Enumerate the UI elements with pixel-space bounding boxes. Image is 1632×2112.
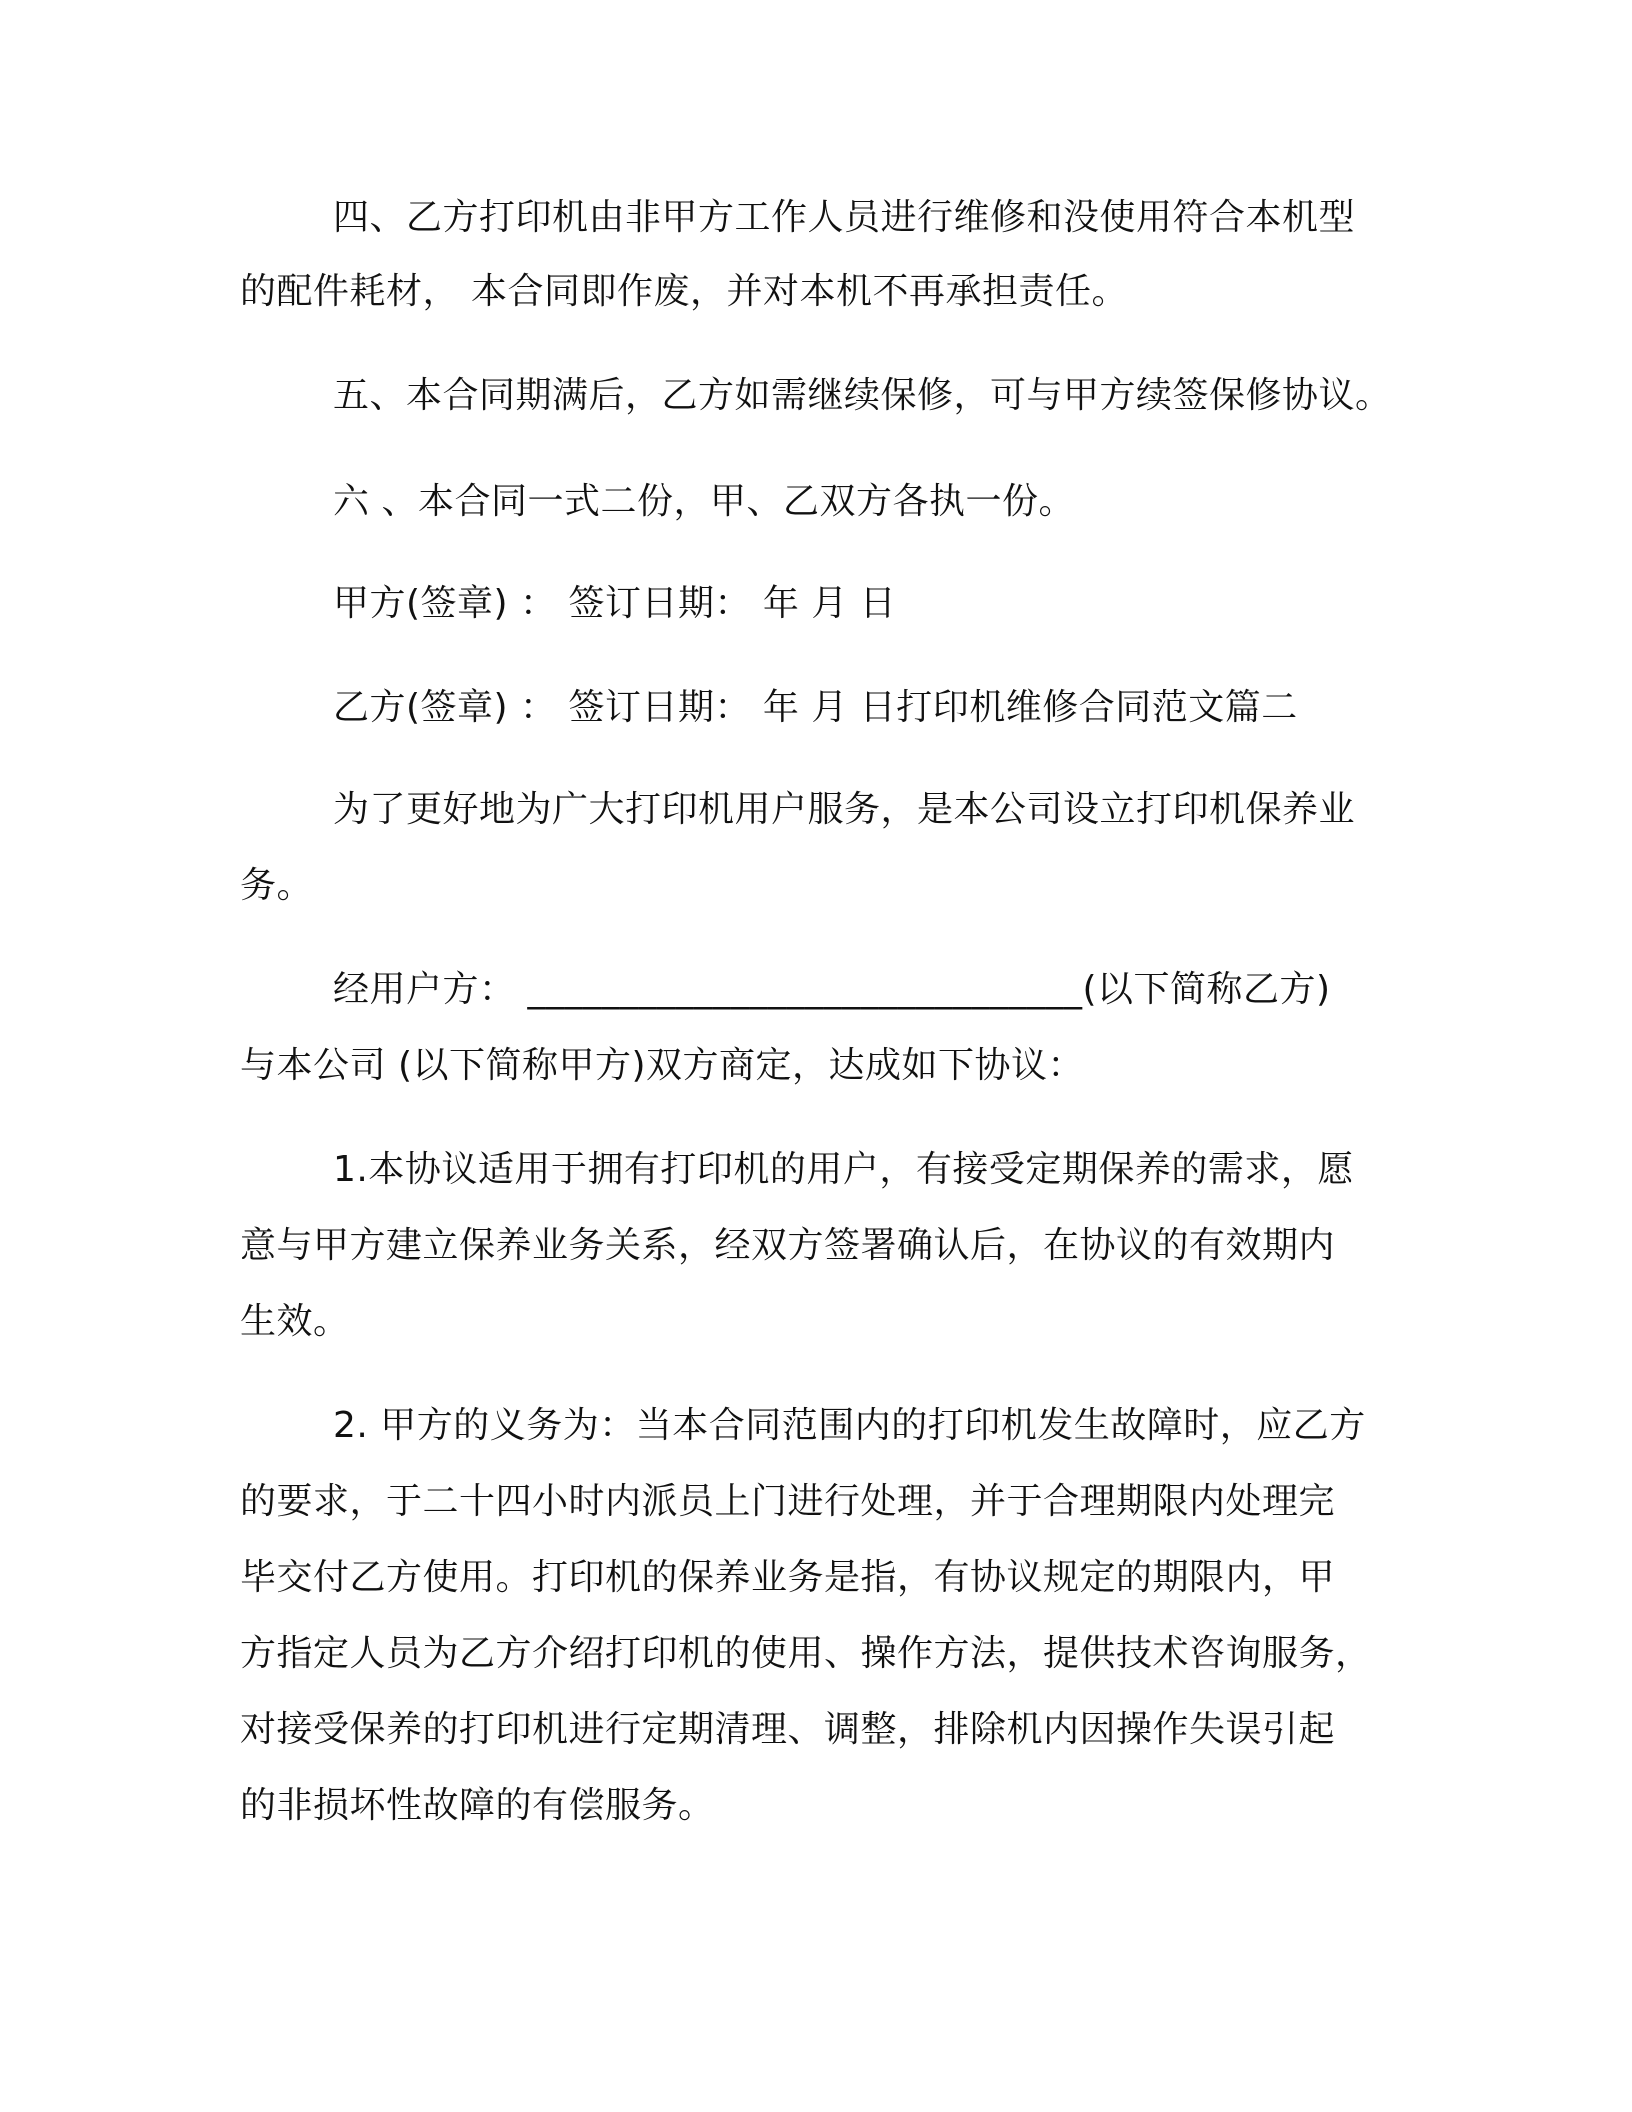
item-1-line-1: 1.本协议适用于拥有打印机的用户，有接受定期保养的需求，愿 (333, 1149, 1354, 1190)
signature-party-b: 乙方(签章) ： 签订日期： 年 月 日打印机维修合同范文篇二 (333, 687, 1298, 728)
clause-5: 五、本合同期满后，乙方如需继续保修，可与甲方续签保修协议。 (333, 375, 1392, 416)
clause-4-line-2: 的配件耗材， 本合同即作废，并对本机不再承担责任。 (240, 271, 1128, 312)
parties-line-1: 经用户方： ______________________________(以下简称乙方) (333, 969, 1331, 1010)
clause-6: 六 、本合同一式二份，甲、乙双方各执一份。 (333, 481, 1075, 522)
item-2-line-4: 方指定人员为乙方介绍打印机的使用、操作方法，提供技术咨询服务， (240, 1633, 1372, 1674)
intro-line-2: 务。 (240, 865, 314, 906)
item-2-line-3: 毕交付乙方使用。打印机的保养业务是指，有协议规定的期限内，甲 (240, 1557, 1336, 1598)
clause-4-line-1: 四、乙方打印机由非甲方工作人员进行维修和没使用符合本机型 (333, 197, 1356, 238)
item-1-line-3: 生效。 (240, 1301, 350, 1342)
item-1-line-2: 意与甲方建立保养业务关系，经双方签署确认后，在协议的有效期内 (240, 1225, 1336, 1266)
intro-line-1: 为了更好地为广大打印机用户服务，是本公司设立打印机保养业 (333, 789, 1356, 830)
signature-party-a: 甲方(签章) ： 签订日期： 年 月 日 (333, 583, 897, 624)
item-2-line-1: 2. 甲方的义务为：当本合同范围内的打印机发生故障时，应乙方 (333, 1405, 1366, 1446)
parties-line-2: 与本公司 (以下简称甲方)双方商定，达成如下协议： (240, 1045, 1085, 1086)
item-2-line-2: 的要求，于二十四小时内派员上门进行处理，并于合理期限内处理完 (240, 1481, 1336, 1522)
item-2-line-6: 的非损坏性故障的有偿服务。 (240, 1785, 715, 1826)
item-2-line-5: 对接受保养的打印机进行定期清理、调整，排除机内因操作失误引起 (240, 1709, 1336, 1750)
